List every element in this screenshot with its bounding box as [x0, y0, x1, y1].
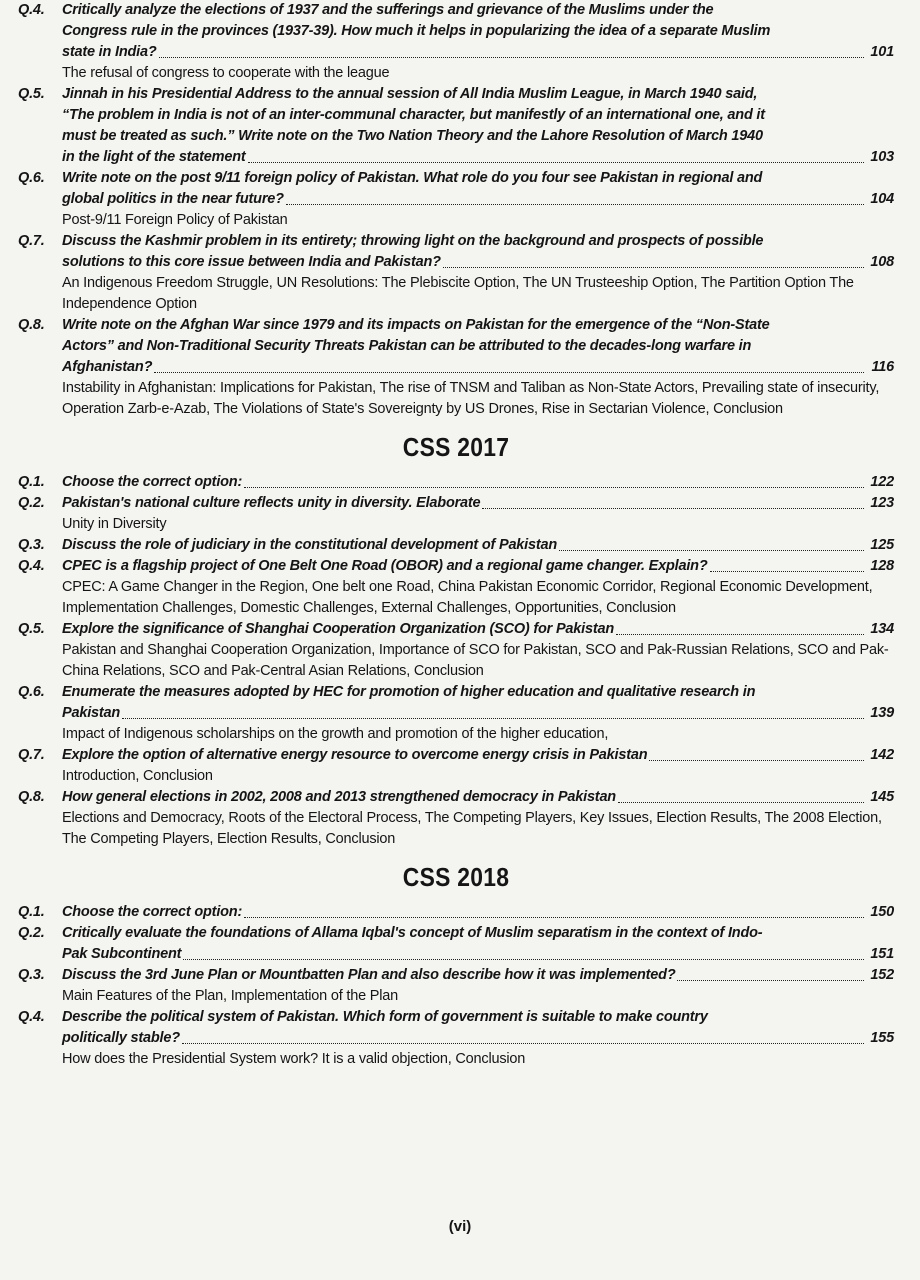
question-text-line: Write note on the Afghan War since 1979 and its impacts on Pakistan for the emergence of the “Non-State	[62, 317, 770, 333]
question-text-line: Pak Subcontinent	[62, 946, 182, 962]
question-text-line: in the light of the statement	[62, 149, 246, 165]
dot-leader	[618, 802, 864, 803]
question-text-line: Enumerate the measures adopted by HEC for promotion of higher education and qualitative research in	[62, 684, 756, 700]
section-heading: CSS 2018	[402, 862, 510, 892]
page-reference[interactable]: 122	[870, 474, 894, 490]
question-text-line: Pakistan's national culture reflects unity in diversity. Elaborate	[62, 495, 481, 511]
question-number: Q.4.	[18, 1009, 45, 1025]
question-text-line: Critically evaluate the foundations of Allama Iqbal's concept of Muslim separatism in the context of Indo-	[62, 925, 763, 941]
toc-entry[interactable]	[18, 535, 894, 556]
question-text-line: Critically analyze the elections of 1937 and the sufferings and grievance of the Muslims under the	[62, 2, 714, 18]
page-reference[interactable]: 123	[870, 495, 894, 511]
subtopics: Post-9/11 Foreign Policy of Pakistan	[62, 212, 288, 228]
dot-leader	[616, 634, 864, 635]
page-reference[interactable]: 116	[871, 359, 894, 375]
question-text-line: Discuss the role of judiciary in the constitutional development of Pakistan	[62, 537, 558, 553]
dot-leader	[443, 267, 864, 268]
dot-leader	[183, 959, 864, 960]
subtopics: Instability in Afghanistan: Implications for Pakistan, The rise of TNSM and Taliban as Non-State Actors, Prevailing state of insecurity, Operation Zarb-e-Azab, The Violations of State's Sovereignty by US Drones, Rise in Sectarian Violence, Conclusion	[62, 380, 880, 417]
question-text-line: Discuss the 3rd June Plan or Mountbatten Plan and also describe how it was implemented?	[62, 967, 676, 983]
toc-entry[interactable]	[18, 168, 894, 231]
page-reference[interactable]: 155	[870, 1030, 894, 1046]
question-text-line: Explore the significance of Shanghai Cooperation Organization (SCO) for Pakistan	[62, 621, 614, 637]
question-number: Q.2.	[18, 925, 45, 941]
dot-leader	[286, 204, 864, 205]
page-number: (vi)	[448, 1218, 472, 1235]
dot-leader	[244, 917, 864, 918]
subtopics: Elections and Democracy, Roots of the Electoral Process, The Competing Players, Key Issues, Election Results, The 2008 Election, The Competing Players, Election Results, Conclusion	[62, 810, 882, 847]
subtopics: How does the Presidential System work? It is a valid objection, Conclusion	[62, 1051, 526, 1067]
subtopics: Main Features of the Plan, Implementation of the Plan	[62, 988, 398, 1004]
question-number: Q.3.	[18, 537, 45, 553]
page-reference[interactable]: 152	[870, 967, 894, 983]
dot-leader	[244, 487, 864, 488]
toc-entry[interactable]	[18, 84, 894, 168]
dot-leader	[559, 550, 864, 551]
question-text-line: CPEC is a flagship project of One Belt One Road (OBOR) and a regional game changer. Explain?	[62, 558, 708, 574]
toc-entry[interactable]	[18, 556, 894, 619]
question-number: Q.8.	[18, 317, 45, 333]
page-reference[interactable]: 108	[870, 254, 894, 270]
question-text-line: Pakistan	[62, 705, 121, 721]
question-text-line: Explore the option of alternative energy resource to overcome energy crisis in Pakistan	[62, 747, 648, 763]
question-number: Q.5.	[18, 86, 45, 102]
section-heading: CSS 2017	[402, 432, 510, 462]
question-number: Q.1.	[18, 474, 45, 490]
toc-entry[interactable]	[18, 682, 894, 745]
subtopics: Unity in Diversity	[62, 516, 167, 532]
dot-leader	[154, 372, 864, 373]
question-number: Q.8.	[18, 789, 45, 805]
dot-leader	[649, 760, 864, 761]
question-text-line: “The problem in India is not of an inter-communal character, but manifestly of an international one, and it	[62, 107, 765, 123]
page-reference[interactable]: 134	[870, 621, 894, 637]
question-text-line: How general elections in 2002, 2008 and 2013 strengthened democracy in Pakistan	[62, 789, 616, 805]
dot-leader	[677, 980, 864, 981]
question-number: Q.3.	[18, 967, 45, 983]
question-text-line: Describe the political system of Pakistan. Which form of government is suitable to make country	[62, 1009, 708, 1025]
page-reference[interactable]: 150	[870, 904, 894, 920]
toc-entry[interactable]	[18, 231, 894, 315]
toc-entry[interactable]	[18, 0, 894, 84]
dot-leader	[122, 718, 864, 719]
question-number: Q.7.	[18, 747, 45, 763]
question-text-line: Jinnah in his Presidential Address to the annual session of All India Muslim League, in March 1940 said,	[62, 86, 758, 102]
page-reference[interactable]: 128	[870, 558, 894, 574]
question-number: Q.5.	[18, 621, 45, 637]
subtopics: The refusal of congress to cooperate with the league	[62, 65, 390, 81]
question-text-line: must be treated as such.” Write note on the Two Nation Theory and the Lahore Resolution of March 1940	[62, 128, 763, 144]
page-reference[interactable]: 142	[870, 747, 894, 763]
dot-leader	[159, 57, 865, 58]
dot-leader	[482, 508, 864, 509]
question-text-line: Write note on the post 9/11 foreign policy of Pakistan. What role do you four see Pakistan in regional and	[62, 170, 763, 186]
toc-entry[interactable]	[18, 493, 894, 535]
page-reference[interactable]: 139	[870, 705, 894, 721]
subtopics: Pakistan and Shanghai Cooperation Organization, Importance of SCO for Pakistan, SCO and Pak-Russian Relations, SCO and Pak-China Relations, SCO and Pak-Central Asian Relations, Conclusion	[62, 642, 889, 679]
question-text-line: global politics in the near future?	[62, 191, 284, 207]
subtopics: CPEC: A Game Changer in the Region, One belt one Road, China Pakistan Economic Corridor, Regional Economic Development, Implementation Challenges, Domestic Challenges, External Challenges, Opportunities, Conclusion	[62, 579, 873, 616]
toc-entry[interactable]	[18, 315, 894, 420]
question-number: Q.6.	[18, 170, 45, 186]
question-text-line: Actors” and Non-Traditional Security Threats Pakistan can be attributed to the decades-long warfare in	[62, 338, 752, 354]
page-reference[interactable]: 104	[870, 191, 894, 207]
toc-entry[interactable]	[18, 472, 894, 493]
page-reference[interactable]: 151	[870, 946, 894, 962]
question-number: Q.1.	[18, 904, 45, 920]
question-text-line: Choose the correct option:	[62, 904, 243, 920]
toc-entry[interactable]	[18, 965, 894, 1007]
question-number: Q.6.	[18, 684, 45, 700]
toc-entry[interactable]	[18, 923, 894, 965]
page-reference[interactable]: 103	[870, 149, 894, 165]
question-text-line: politically stable?	[62, 1030, 180, 1046]
subtopics: An Indigenous Freedom Struggle, UN Resolutions: The Plebiscite Option, The UN Trusteeship Option, The Partition Option The Independence Option	[62, 275, 854, 312]
toc-entry[interactable]	[18, 745, 894, 787]
question-text-line: Afghanistan?	[62, 359, 153, 375]
question-text-line: state in India?	[62, 44, 157, 60]
page-reference[interactable]: 125	[870, 537, 894, 553]
question-number: Q.7.	[18, 233, 45, 249]
table-of-contents	[18, 0, 894, 1070]
question-text-line: Choose the correct option:	[62, 474, 243, 490]
question-number: Q.4.	[18, 558, 45, 574]
page-reference[interactable]: 101	[870, 44, 894, 60]
subtopics: Introduction, Conclusion	[62, 768, 213, 784]
question-text-line: Discuss the Kashmir problem in its entirety; throwing light on the background and prospects of possible	[62, 233, 764, 249]
toc-entry[interactable]	[18, 787, 894, 850]
dot-leader	[248, 162, 864, 163]
toc-entry[interactable]	[18, 902, 894, 923]
question-text-line: Congress rule in the provinces (1937-39). How much it helps in popularizing the idea of a separate Muslim	[62, 23, 771, 39]
dot-leader	[710, 571, 865, 572]
subtopics: Impact of Indigenous scholarships on the growth and promotion of the higher education,	[62, 726, 609, 742]
toc-entry[interactable]	[18, 619, 894, 682]
question-number: Q.4.	[18, 2, 45, 18]
page-reference[interactable]: 145	[870, 789, 894, 805]
dot-leader	[182, 1043, 864, 1044]
question-number: Q.2.	[18, 495, 45, 511]
toc-entry[interactable]	[18, 1007, 894, 1070]
question-text-line: solutions to this core issue between India and Pakistan?	[62, 254, 441, 270]
